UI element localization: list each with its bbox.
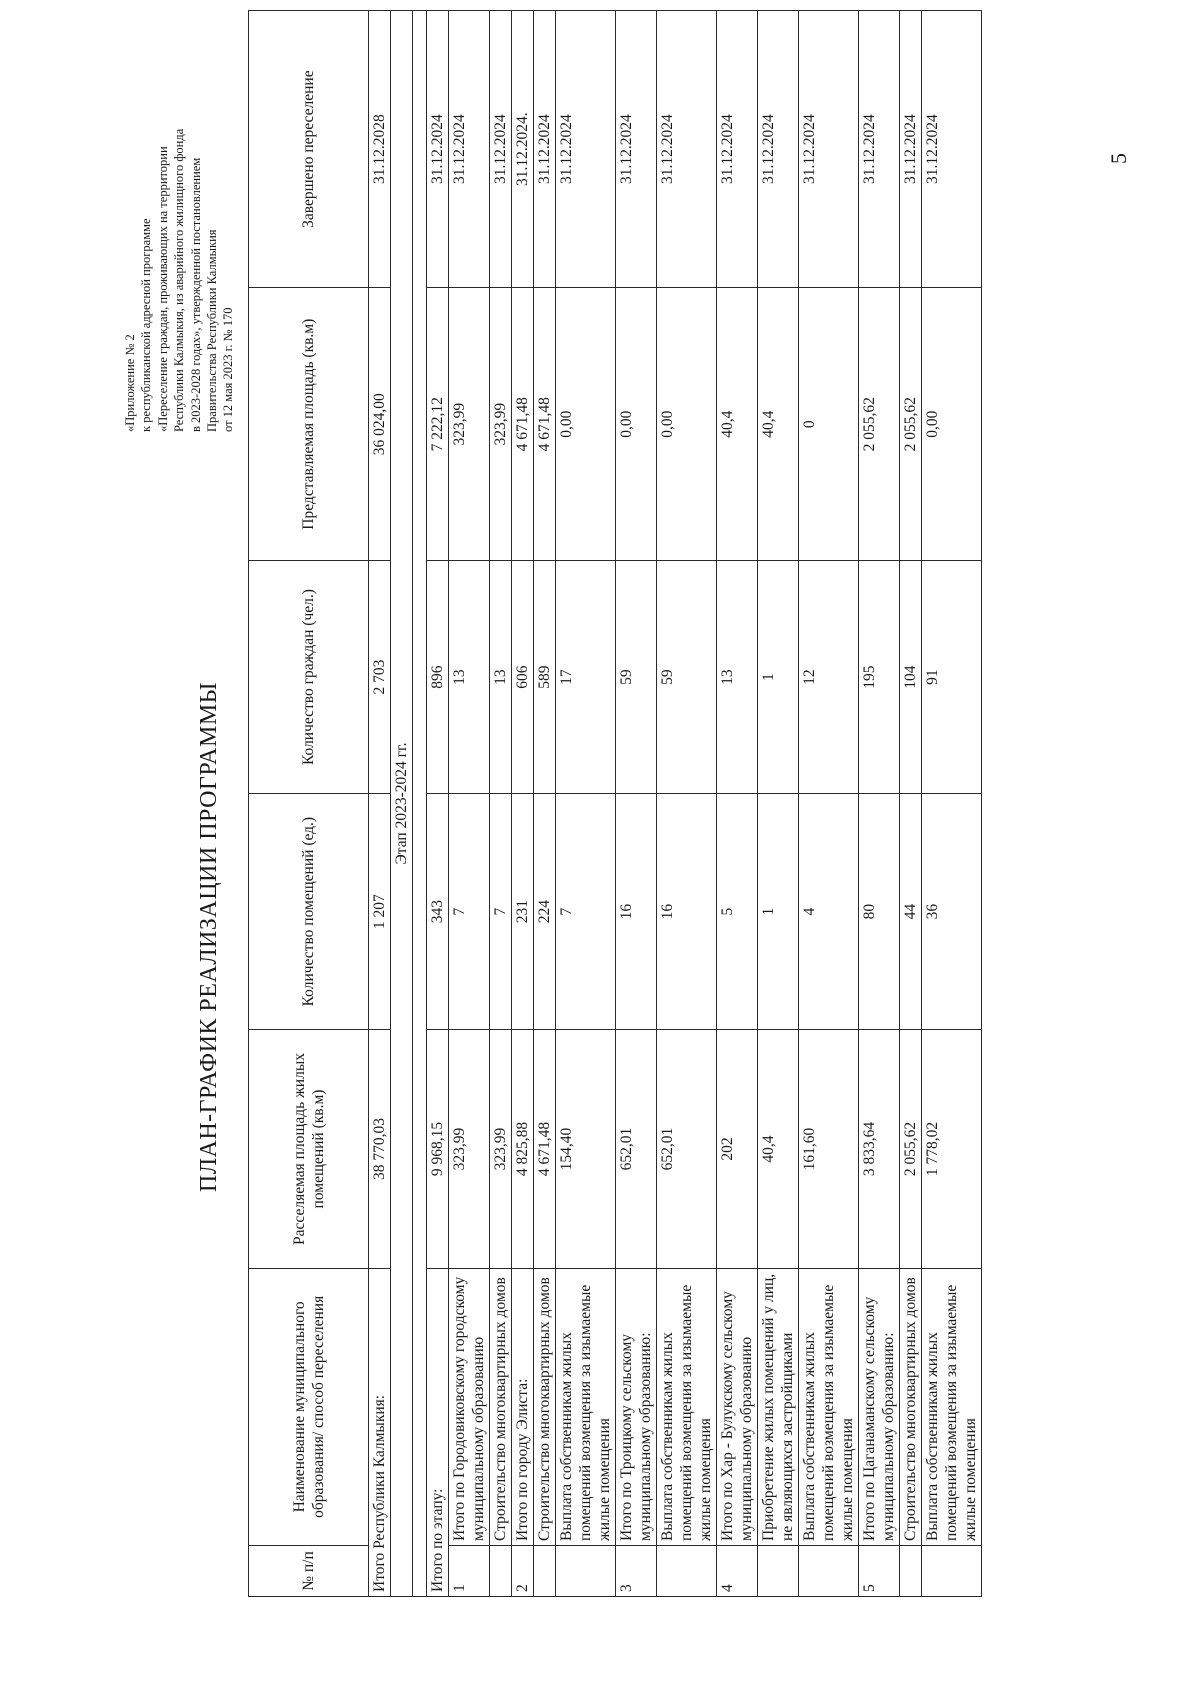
cell-rooms: 7 bbox=[449, 794, 490, 1030]
cell-rooms: 343 bbox=[427, 794, 449, 1030]
header-name: Наименование муниципального образования/ способ переселения bbox=[249, 1268, 369, 1545]
cell-done: 31.12.2024 bbox=[657, 11, 717, 288]
cell-name: Строительство многоквартирных домов bbox=[534, 1268, 556, 1545]
cell-done: 31.12.2024 bbox=[427, 11, 449, 288]
appendix-line: Правительства Республики Калмыкия bbox=[205, 229, 220, 432]
header-provided: Представляемая площадь (кв.м) bbox=[249, 288, 369, 561]
appendix-line: «Приложение № 2 bbox=[123, 334, 137, 432]
cell-provided: 7 222,12 bbox=[427, 288, 449, 561]
cell-done: 31.12.2024 bbox=[449, 11, 490, 288]
cell-rooms: 16 bbox=[657, 794, 717, 1030]
cell-people: 12 bbox=[799, 561, 859, 794]
table-row bbox=[556, 11, 616, 1597]
cell-name: Выплата собственникам жилых помещений возмещения за изымаемые жилые помещения bbox=[922, 1268, 982, 1545]
plan-table bbox=[248, 10, 982, 1597]
total-area: 38 770,03 bbox=[369, 1030, 391, 1268]
cell-area: 323,99 bbox=[490, 1030, 512, 1268]
cell-provided: 40,4 bbox=[758, 288, 799, 561]
cell-provided: 0,00 bbox=[657, 288, 717, 561]
cell-area: 4 825,88 bbox=[512, 1030, 534, 1268]
total-rooms: 1 207 bbox=[369, 794, 391, 1030]
cell-rooms: 231 bbox=[512, 794, 534, 1030]
cell-area: 40,4 bbox=[758, 1030, 799, 1268]
cell-name: Итого по Хар - Булукскому сельскому муниципальному образованию bbox=[717, 1268, 758, 1545]
cell-people: 195 bbox=[859, 561, 900, 794]
cell-provided: 323,99 bbox=[490, 288, 512, 561]
cell-num: 3 bbox=[616, 1545, 657, 1596]
total-row bbox=[369, 11, 391, 1597]
cell-people: 589 bbox=[534, 561, 556, 794]
appendix-line: Республики Калмыкия, из аварийного жилищного фонда bbox=[172, 128, 187, 432]
cell-area: 4 671,48 bbox=[534, 1030, 556, 1268]
cell-name: Итого по Городовиковскому городскому муниципальному образованию bbox=[449, 1268, 490, 1545]
cell-people: 91 bbox=[922, 561, 982, 794]
cell-rooms: 1 bbox=[758, 794, 799, 1030]
cell-people: 13 bbox=[490, 561, 512, 794]
cell-name: Итого по Цаганаманскому сельскому муниципальному образованию: bbox=[859, 1268, 900, 1545]
cell-provided: 0,00 bbox=[616, 288, 657, 561]
cell-area: 202 bbox=[717, 1030, 758, 1268]
cell-num: 4 bbox=[717, 1545, 758, 1596]
cell-provided: 2 055,62 bbox=[859, 288, 900, 561]
table-row bbox=[717, 11, 758, 1597]
cell-provided: 4 671,48 bbox=[512, 288, 534, 561]
cell-name: Строительство многоквартирных домов bbox=[490, 1268, 512, 1545]
cell-area: 154,40 bbox=[556, 1030, 616, 1268]
cell-provided: 4 671,48 bbox=[534, 288, 556, 561]
total-people: 2 703 bbox=[369, 561, 391, 794]
cell-rooms: 7 bbox=[556, 794, 616, 1030]
cell-name: Итого по этапу: bbox=[427, 1268, 449, 1596]
table-row bbox=[758, 11, 799, 1597]
cell-area: 9 968,15 bbox=[427, 1030, 449, 1268]
header-area: Расселяемая площадь жилых помещений (кв.м) bbox=[249, 1030, 369, 1268]
cell-num bbox=[900, 1545, 922, 1596]
appendix-line: от 12 мая 2023 г. № 170 bbox=[221, 307, 236, 432]
cell-num bbox=[534, 1545, 556, 1596]
cell-num bbox=[657, 1545, 717, 1596]
header-done: Завершено переселение bbox=[249, 11, 369, 288]
table-row bbox=[490, 11, 512, 1597]
table-row bbox=[616, 11, 657, 1597]
cell-provided: 2 055,62 bbox=[900, 288, 922, 561]
cell-num: 5 bbox=[859, 1545, 900, 1596]
cell-provided: 323,99 bbox=[449, 288, 490, 561]
cell-rooms: 44 bbox=[900, 794, 922, 1030]
table-row bbox=[512, 11, 534, 1597]
total-name: Итого Республики Калмыкия: bbox=[369, 1268, 391, 1596]
cell-name: Выплата собственникам жилых помещений возмещения за изымаемые жилые помещения bbox=[799, 1268, 859, 1545]
cell-done: 31.12.2024 bbox=[534, 11, 556, 288]
table-row bbox=[859, 11, 900, 1597]
appendix-line: в 2023-2028 годах», утвержденной постановлением bbox=[188, 157, 203, 432]
cell-provided: 0,00 bbox=[556, 288, 616, 561]
cell-people: 17 bbox=[556, 561, 616, 794]
cell-name: Итого по городу Элиста: bbox=[512, 1268, 534, 1545]
cell-rooms: 7 bbox=[490, 794, 512, 1030]
total-provided: 36 024,00 bbox=[369, 288, 391, 561]
cell-done: 31.12.2024 bbox=[490, 11, 512, 288]
cell-rooms: 5 bbox=[717, 794, 758, 1030]
header-people: Количество граждан (чел.) bbox=[249, 561, 369, 794]
table-row bbox=[799, 11, 859, 1597]
cell-name: Приобретение жилых помещений у лиц, не являющихся застройщиками bbox=[758, 1268, 799, 1545]
stage-row bbox=[391, 11, 413, 1597]
cell-name: Итого по Троицкому сельскому муниципальному образованию: bbox=[616, 1268, 657, 1545]
cell-area: 1 778,02 bbox=[922, 1030, 982, 1268]
cell-done: 31.12.2024. bbox=[512, 11, 534, 288]
cell-provided: 0 bbox=[799, 288, 859, 561]
table-row bbox=[900, 11, 922, 1597]
cell-people: 59 bbox=[657, 561, 717, 794]
cell-area: 2 055,62 bbox=[900, 1030, 922, 1268]
cell-num bbox=[758, 1545, 799, 1596]
cell-people: 1 bbox=[758, 561, 799, 794]
cell-num: 1 bbox=[449, 1545, 490, 1596]
cell-done: 31.12.2024 bbox=[900, 11, 922, 288]
spacer-row bbox=[413, 11, 427, 1597]
cell-done: 31.12.2024 bbox=[799, 11, 859, 288]
cell-people: 59 bbox=[616, 561, 657, 794]
table-row bbox=[449, 11, 490, 1597]
table-row bbox=[922, 11, 982, 1597]
cell-num bbox=[490, 1545, 512, 1596]
cell-name: Строительство многоквартирных домов bbox=[900, 1268, 922, 1545]
cell-done: 31.12.2024 bbox=[859, 11, 900, 288]
cell-done: 31.12.2024 bbox=[556, 11, 616, 288]
appendix-line: «Переселение граждан, проживающих на территории bbox=[155, 146, 170, 432]
cell-area: 652,01 bbox=[616, 1030, 657, 1268]
cell-num bbox=[799, 1545, 859, 1596]
cell-num bbox=[922, 1545, 982, 1596]
header-num: № п/п bbox=[249, 1545, 369, 1596]
cell-area: 161,60 bbox=[799, 1030, 859, 1268]
cell-rooms: 4 bbox=[799, 794, 859, 1030]
cell-provided: 0,00 bbox=[922, 288, 982, 561]
table-header-row bbox=[249, 11, 369, 1597]
cell-done: 31.12.2024 bbox=[616, 11, 657, 288]
cell-people: 896 bbox=[427, 561, 449, 794]
table-row bbox=[427, 11, 449, 1597]
cell-done: 31.12.2024 bbox=[717, 11, 758, 288]
appendix-line: к республиканской адресной программе bbox=[139, 218, 154, 432]
table-row bbox=[534, 11, 556, 1597]
document-title: ПЛАН-ГРАФИК РЕАЛИЗАЦИИ ПРОГРАММЫ bbox=[196, 681, 222, 1193]
cell-area: 323,99 bbox=[449, 1030, 490, 1268]
cell-rooms: 80 bbox=[859, 794, 900, 1030]
cell-provided: 40,4 bbox=[717, 288, 758, 561]
table-row bbox=[657, 11, 717, 1597]
header-rooms: Количество помещений (ед.) bbox=[249, 794, 369, 1030]
cell-area: 652,01 bbox=[657, 1030, 717, 1268]
cell-num bbox=[556, 1545, 616, 1596]
cell-name: Выплата собственникам жилых помещений возмещения за изымаемые жилые помещения bbox=[657, 1268, 717, 1545]
cell-rooms: 36 bbox=[922, 794, 982, 1030]
cell-area: 3 833,64 bbox=[859, 1030, 900, 1268]
cell-people: 606 bbox=[512, 561, 534, 794]
cell-num: 2 bbox=[512, 1545, 534, 1596]
cell-rooms: 224 bbox=[534, 794, 556, 1030]
spacer-cell bbox=[413, 11, 427, 1597]
cell-done: 31.12.2024 bbox=[922, 11, 982, 288]
total-done: 31.12.2028 bbox=[369, 11, 391, 288]
cell-people: 13 bbox=[449, 561, 490, 794]
cell-rooms: 16 bbox=[616, 794, 657, 1030]
cell-done: 31.12.2024 bbox=[758, 11, 799, 288]
stage-label: Этап 2023-2024 гг. bbox=[391, 11, 413, 1597]
cell-people: 13 bbox=[717, 561, 758, 794]
cell-people: 104 bbox=[900, 561, 922, 794]
cell-name: Выплата собственникам жилых помещений возмещения за изымаемые жилые помещения bbox=[556, 1268, 616, 1545]
page-number: 5 bbox=[1106, 153, 1131, 164]
